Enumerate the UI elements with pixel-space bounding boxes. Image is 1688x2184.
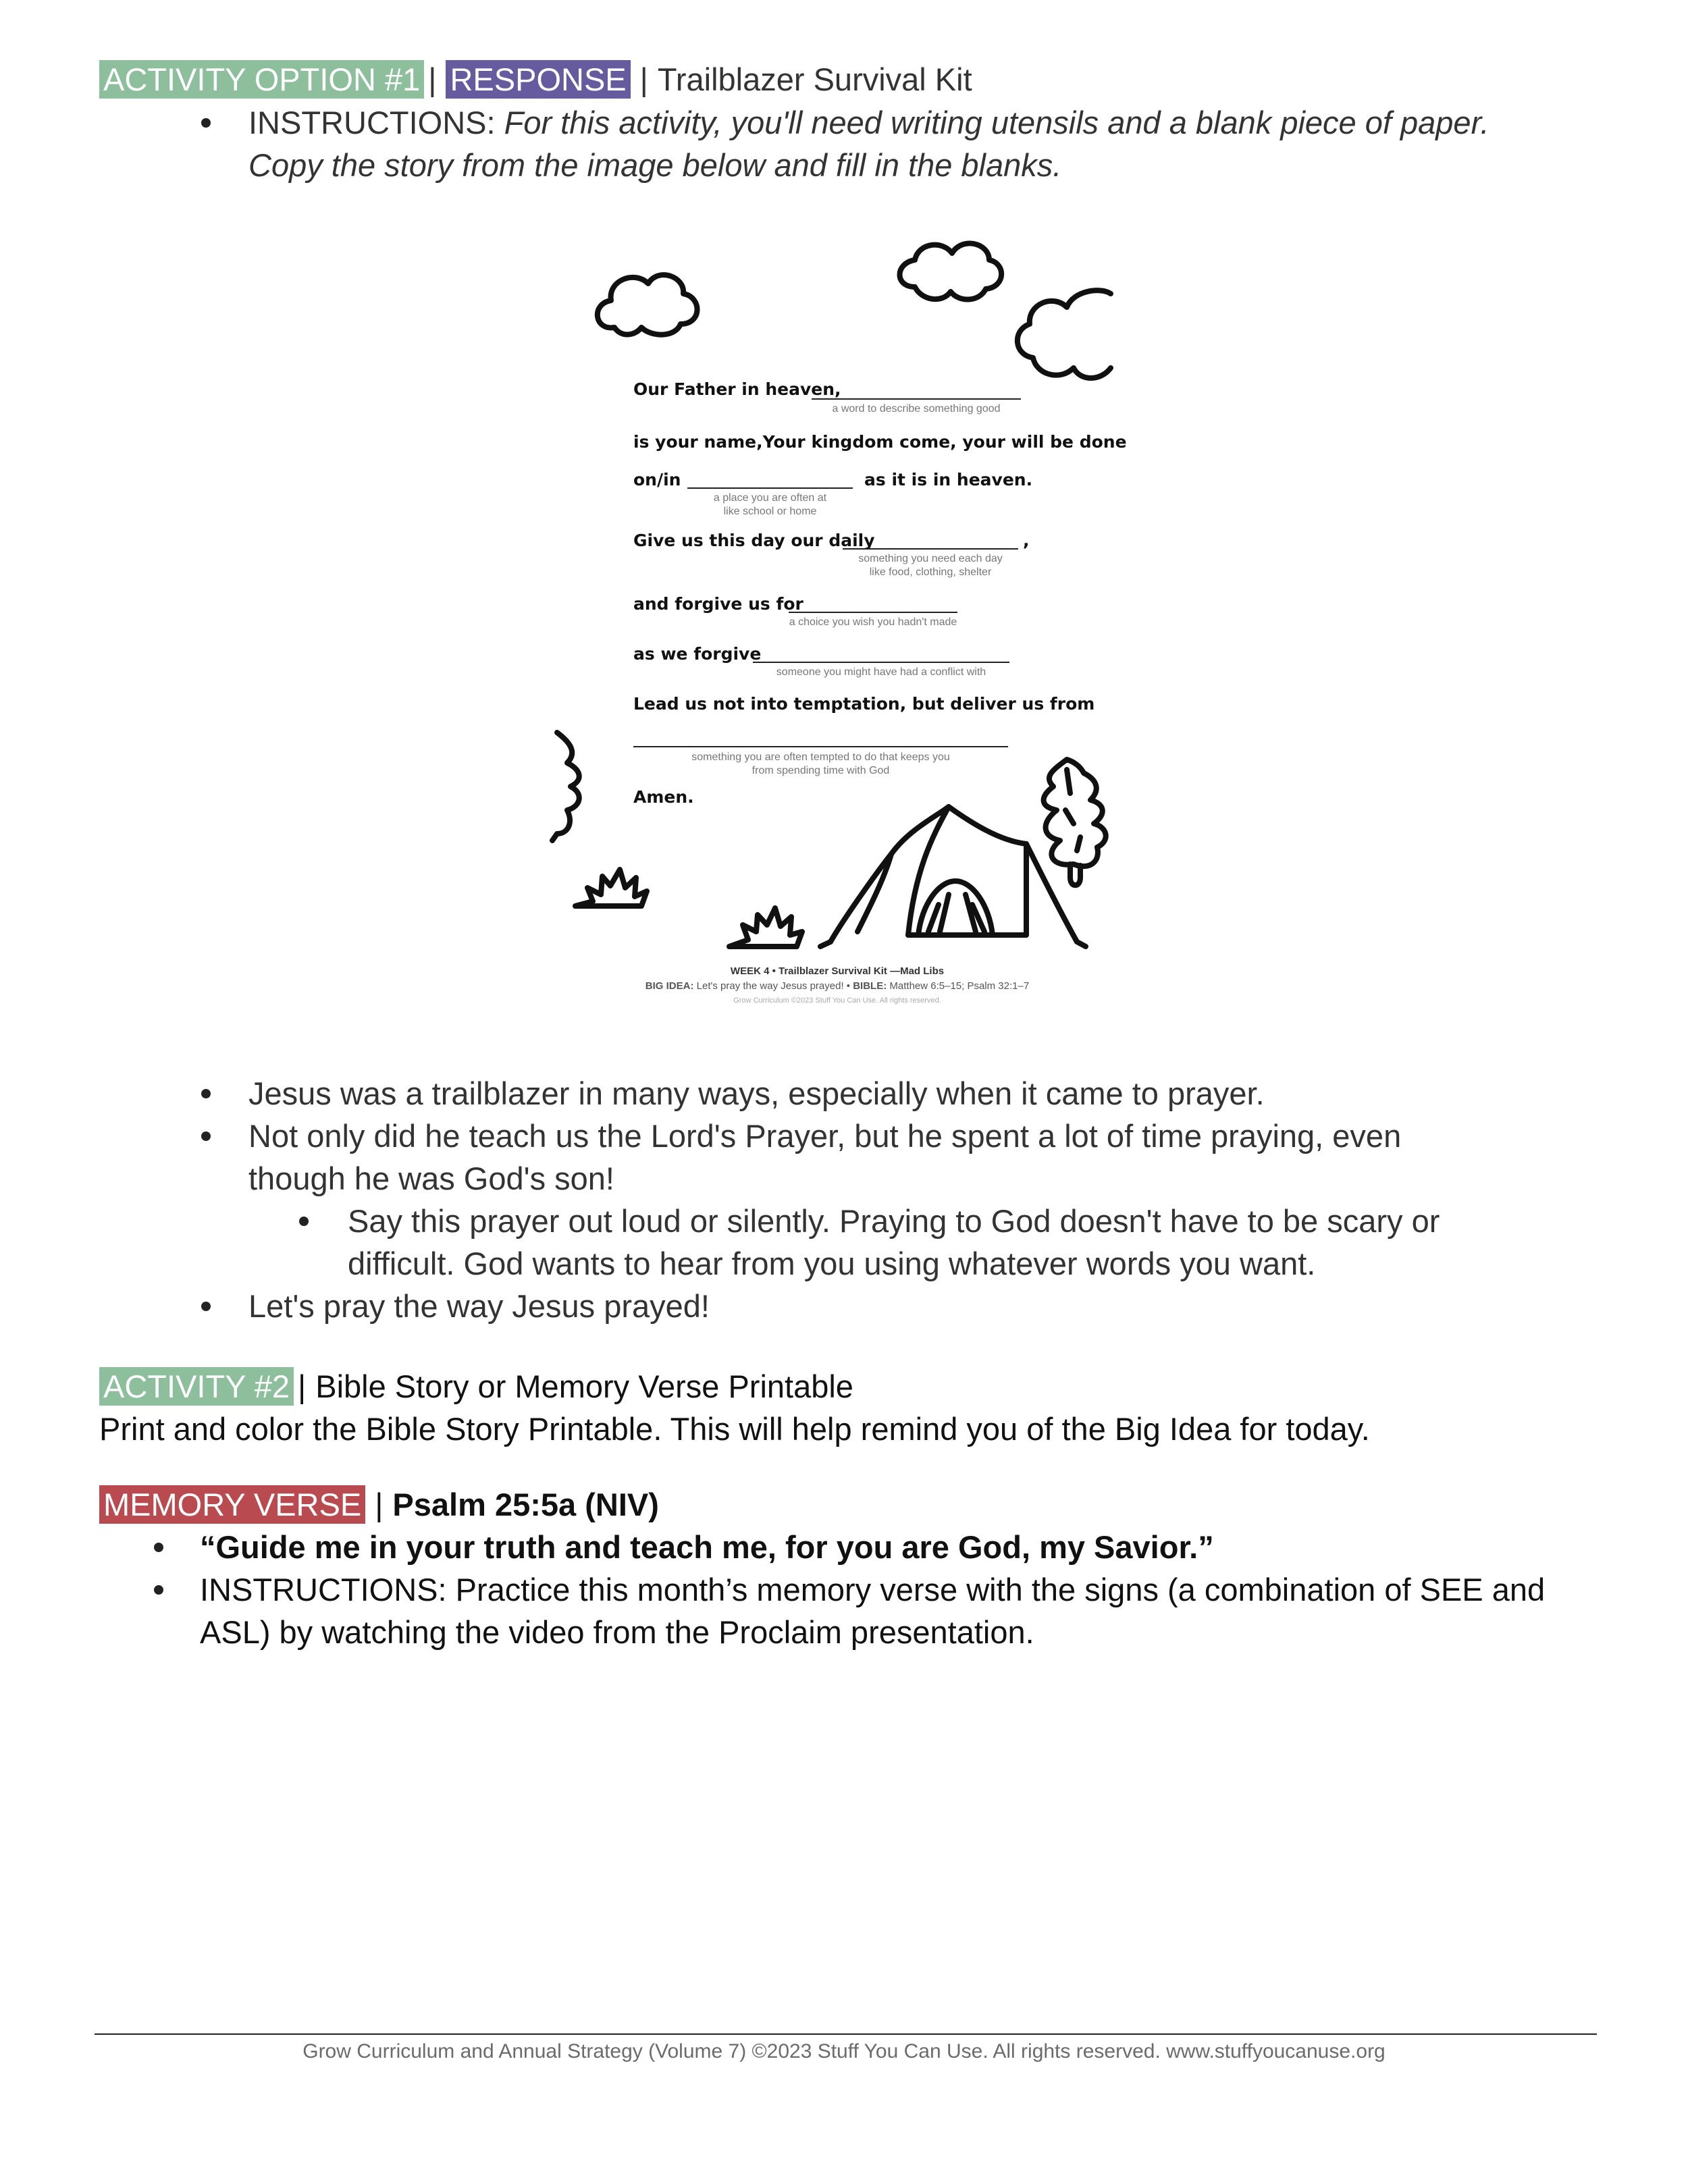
blank-hint-line: like school or home — [723, 506, 817, 517]
memory-verse-reference: Psalm 25:5a (NIV) — [392, 1487, 659, 1522]
sub-bullet-text: Say this prayer out loud or silently. Praying to God doesn't have to be scary or — [348, 1203, 1440, 1239]
worksheet-footer-week: WEEK 4 • Trailblazer Survival Kit —Mad Libs — [730, 965, 945, 977]
footer-rule — [95, 2033, 1597, 2035]
response-tag: RESPONSE — [446, 60, 630, 99]
memory-verse-tag: MEMORY VERSE — [99, 1485, 365, 1524]
activity1-instructions — [248, 101, 1489, 144]
fill-blank — [843, 548, 1018, 550]
bible-text: Matthew 6:5–15; Psalm 32:1–7 — [889, 980, 1030, 992]
bullet-text: Jesus was a trailblazer in many ways, especially when it came to prayer. — [248, 1075, 1265, 1111]
activity2-body: Print and color the Bible Story Printable. This will help remind you of the Big Idea for today. — [99, 1411, 1370, 1447]
fill-blank — [633, 746, 1008, 747]
instructions-label: INSTRUCTIONS: — [248, 105, 496, 140]
blank-hint: someone you might have had a conflict with — [776, 666, 986, 678]
cloud-icon — [1018, 290, 1111, 378]
fill-blank — [687, 487, 853, 489]
memory-verse-header — [99, 1483, 659, 1526]
big-idea-text: Let's pray the way Jesus prayed! • — [696, 980, 851, 992]
fill-blank — [812, 398, 1021, 400]
worksheet-footer-copyright: Grow Curriculum ©2023 Stuff You Can Use. All rights reserved. — [733, 996, 941, 1005]
bullet-dot — [201, 1089, 211, 1098]
worksheet-line: as we forgive — [633, 644, 762, 664]
blank-hint — [843, 552, 1018, 579]
bible-label: BIBLE: — [853, 980, 887, 992]
tent-icon — [820, 942, 1086, 947]
separator: | — [428, 61, 437, 97]
blank-hint-line: like food, clothing, shelter — [869, 566, 992, 578]
separator: | — [298, 1368, 307, 1404]
blank-hint: a choice you wish you hadn't made — [789, 616, 957, 628]
worksheet-line: Amen. — [633, 787, 694, 807]
grass-icon — [729, 908, 802, 947]
separator: | — [639, 61, 648, 97]
blank-hint: a word to describe something good — [832, 403, 1001, 415]
memory-instructions: INSTRUCTIONS: Practice this month’s memory verse with the signs (a combination of SEE and — [200, 1572, 1546, 1607]
cloud-icon — [598, 275, 697, 335]
fill-blank — [753, 662, 1009, 663]
activity1-tag: ACTIVITY OPTION #1 — [99, 60, 424, 99]
activity1-header — [99, 58, 972, 101]
activity2-header — [99, 1365, 853, 1408]
blank-hint-line: a place you are often at — [713, 492, 827, 504]
worksheet-line: Our Father in heaven, — [633, 379, 841, 399]
big-idea-label: BIG IDEA: — [645, 980, 694, 992]
bullet-text: Let's pray the way Jesus prayed! — [248, 1288, 710, 1324]
memory-instructions: ASL) by watching the video from the Proclaim presentation. — [200, 1614, 1034, 1650]
sub-bullet-text: difficult. God wants to hear from you using whatever words you want. — [348, 1246, 1316, 1281]
bullet-dot — [154, 1543, 163, 1552]
bullet-dot — [299, 1217, 309, 1226]
bullet-dot — [201, 118, 211, 128]
worksheet-line: on/in — [633, 470, 681, 489]
bullet-dot — [201, 1131, 211, 1141]
activity2-tag: ACTIVITY #2 — [99, 1367, 294, 1406]
bullet-text: Not only did he teach us the Lord's Prayer, but he spent a lot of time praying, even — [248, 1118, 1402, 1154]
blank-hint-line: something you are often tempted to do that keeps you — [691, 751, 950, 763]
activity2-title: Bible Story or Memory Verse Printable — [315, 1368, 853, 1404]
fill-blank — [789, 612, 957, 613]
instructions-text: For this activity, you'll need writing utensils and a blank piece of paper. — [504, 105, 1489, 140]
cloud-icon — [900, 244, 1002, 300]
bush-icon — [552, 733, 579, 841]
grass-icon — [575, 870, 647, 906]
blank-hint-line: something you need each day — [858, 553, 1003, 564]
blank-hint-line: from spending time with God — [751, 765, 890, 776]
tent-icon — [830, 807, 1077, 942]
bullet-text: though he was God's son! — [248, 1161, 614, 1196]
worksheet-footer-bigidea — [540, 980, 1134, 992]
worksheet-line: and forgive us for — [633, 594, 803, 614]
worksheet-line: Give us this day our daily — [633, 531, 875, 550]
blank-hint — [633, 751, 1008, 778]
page-footer: Grow Curriculum and Annual Strategy (Volume 7) ©2023 Stuff You Can Use. All rights reserved. www.stuffyoucanuse.org — [302, 2040, 1386, 2062]
mad-libs-worksheet — [540, 230, 1134, 1026]
bullet-dot — [154, 1585, 163, 1595]
tent-icon — [928, 895, 984, 932]
worksheet-line: as it is in heaven. — [864, 470, 1033, 489]
worksheet-line: Lead us not into temptation, but deliver us from — [633, 694, 1095, 714]
tree-icon — [1065, 770, 1080, 851]
worksheet-comma: , — [1023, 531, 1030, 550]
separator: | — [375, 1487, 384, 1522]
activity1-title: Trailblazer Survival Kit — [657, 61, 972, 97]
blank-hint — [687, 491, 853, 518]
bullet-dot — [201, 1302, 211, 1311]
memory-verse-text: “Guide me in your truth and teach me, for you are God, my Savior.” — [200, 1529, 1214, 1565]
worksheet-line: is your name,Your kingdom come, your will be done — [633, 432, 1127, 452]
instructions-text-2: Copy the story from the image below and fill in the blanks. — [248, 147, 1062, 183]
